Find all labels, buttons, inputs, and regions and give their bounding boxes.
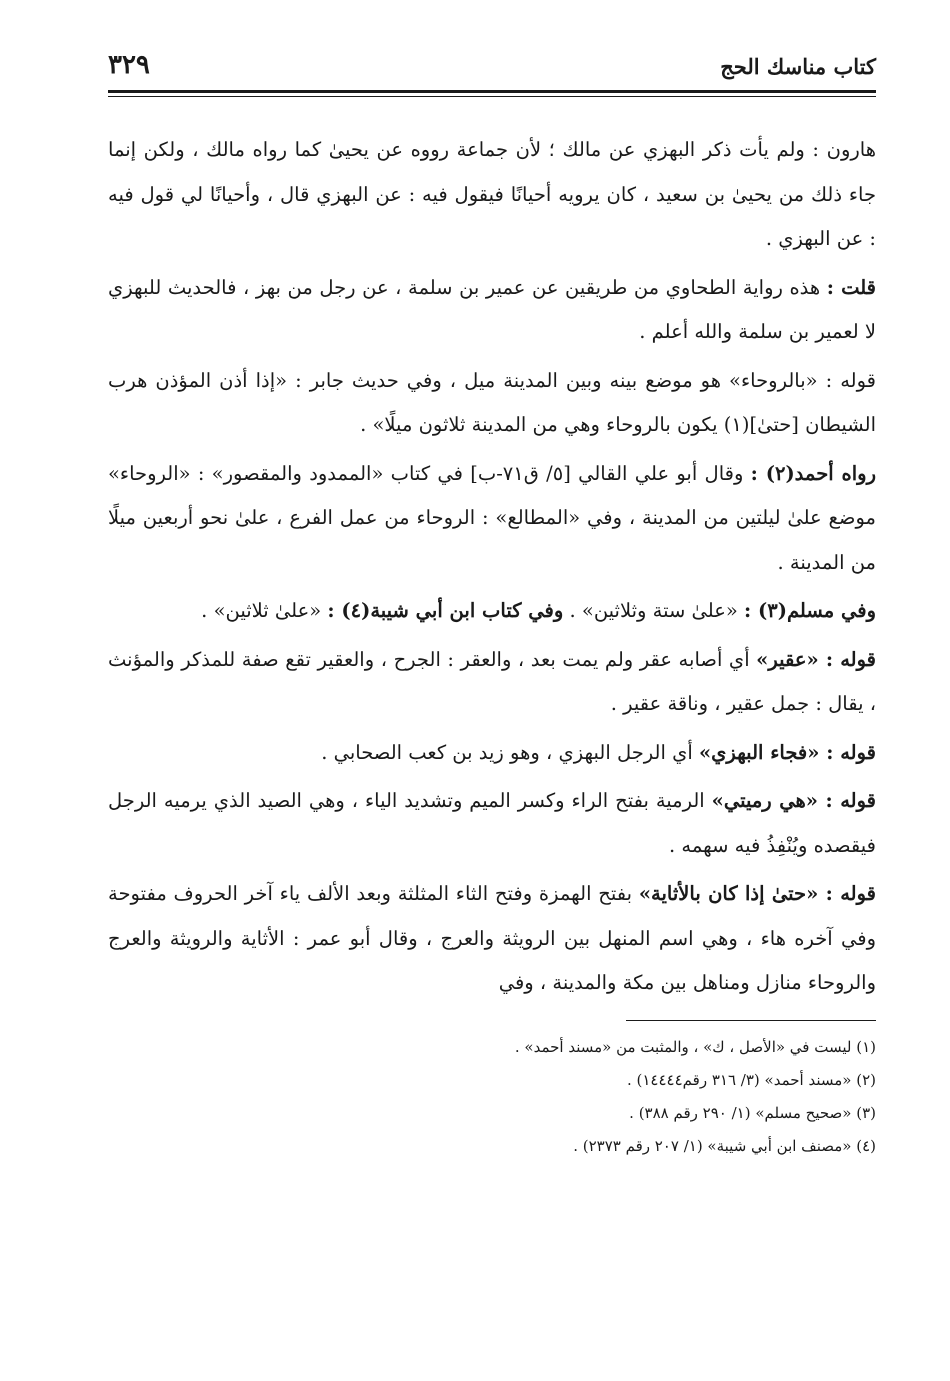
- footnotes: [108, 1031, 876, 1163]
- paragraph-lead: قوله : «فجاء البهزي»: [698, 740, 876, 764]
- paragraph-text: هارون : ولم يأت ذكر البهزي عن مالك ؛ لأن جماعة رووه عن يحيىٰ كما رواه مالك ، ولكن إنما جاء ذلك من يحيىٰ بن سعيد ، كان يرويه أحيانًا فيقول فيه : عن البهزي قال ، وأحيانًا لي قول فيه : عن البهزي .: [108, 138, 876, 250]
- footnote: (١) ليست في «الأصل ، ك» ، والمثبت من «مسند أحمد» .: [514, 1037, 876, 1056]
- page-header: [108, 50, 876, 94]
- paragraph-lead: قوله : «حتىٰ إذا كان بالأثاية»: [638, 882, 877, 905]
- paragraph: [108, 589, 876, 634]
- footnote: (٣) «صحيح مسلم» (١/ ٢٩٠ رقم ٣٨٨) .: [629, 1103, 876, 1122]
- paragraph-text: الرمية بفتح الراء وكسر الميم وتشديد الياء ، وهي الصيد الذي يرميه الرجل فيقصده ويُنْفِذُ فيه سهمه .: [108, 789, 876, 857]
- paragraph: [108, 266, 876, 355]
- paragraph-text: «علىٰ ستة وثلاثين» .: [563, 599, 745, 622]
- footnote: (٤) «مصنف ابن أبي شيبة» (١/ ٢٠٧ رقم ٢٣٧٣) .: [573, 1136, 876, 1155]
- paragraph: [108, 731, 876, 776]
- paragraph: [108, 359, 876, 448]
- paragraph-text: هذه رواية الطحاوي من طريقين عن عمير بن سلمة ، عن رجل من بهز ، فالحديث للبهزي لا لعمير بن سلمة والله أعلم .: [108, 275, 876, 343]
- body-text: [108, 128, 876, 1006]
- footnote-separator: [626, 1020, 876, 1021]
- paragraph-tail: «علىٰ ثلاثين» .: [201, 599, 328, 622]
- paragraph-lead: قوله : «عقير»: [756, 647, 876, 671]
- paragraph-lead: قلت :: [826, 275, 876, 299]
- paragraph: [108, 638, 876, 727]
- paragraph-bold-mid: وفي كتاب ابن أبي شيبة(٤) :: [327, 599, 564, 622]
- paragraph-text: أي الرجل البهزي ، وهو زيد بن كعب الصحابي .: [321, 740, 699, 764]
- paragraph-lead: وفي مسلم(٣) :: [744, 599, 876, 622]
- page-number: ٣٢٩: [108, 50, 150, 80]
- paragraph-text: أي أصابه عقر ولم يمت بعد ، والعقر : الجرح ، والعقير تقع صفة للمذكر والمؤنث ، يقال : جمل عقير ، وناقة عقير .: [108, 647, 876, 715]
- paragraph: [108, 779, 876, 868]
- paragraph: [108, 452, 876, 586]
- paragraph-lead: رواه أحمد(٢) :: [750, 461, 876, 485]
- paragraph-text: بفتح الهمزة وفتح الثاء المثلثة وبعد الألف ياء آخر الحروف مفتوحة وفي آخره هاء ، وهي اسم المنهل بين الرويثة والعرج ، وقال أبو عمر : الأثاية والرويثة والعرج والروحاء منازل ومناهل بين مكة والمدينة ، وفي: [108, 882, 876, 994]
- header-rule-thin: [108, 96, 876, 97]
- paragraph-text: قوله : «بالروحاء» هو موضع بينه وبين المدينة ميل ، وفي حديث جابر : «إذا أذن المؤذن هرب الشيطان [حتىٰ](١) يكون بالروحاء وهي من المدينة ثلاثون ميلًا» .: [108, 368, 876, 436]
- footnote: (٢) «مسند أحمد» (٣/ ٣١٦ رقم١٤٤٤٤) .: [626, 1070, 876, 1089]
- paragraph: [108, 872, 876, 1006]
- document-page: [108, 50, 876, 1163]
- header-rule-thick: [108, 90, 876, 93]
- paragraph: [108, 128, 876, 262]
- paragraph-text: وقال أبو علي القالي [٥/ ق٧١-ب] في كتاب «الممدود والمقصور» : «الروحاء» موضع علىٰ ليلتين من المدينة ، وفي «المطالع» : الروحاء من عمل الفرع ، علىٰ نحو أربعين ميلًا من المدينة .: [108, 461, 876, 574]
- paragraph-lead: قوله : «هي رميتي»: [711, 789, 876, 812]
- running-title: كتاب مناسك الحج: [720, 54, 876, 79]
